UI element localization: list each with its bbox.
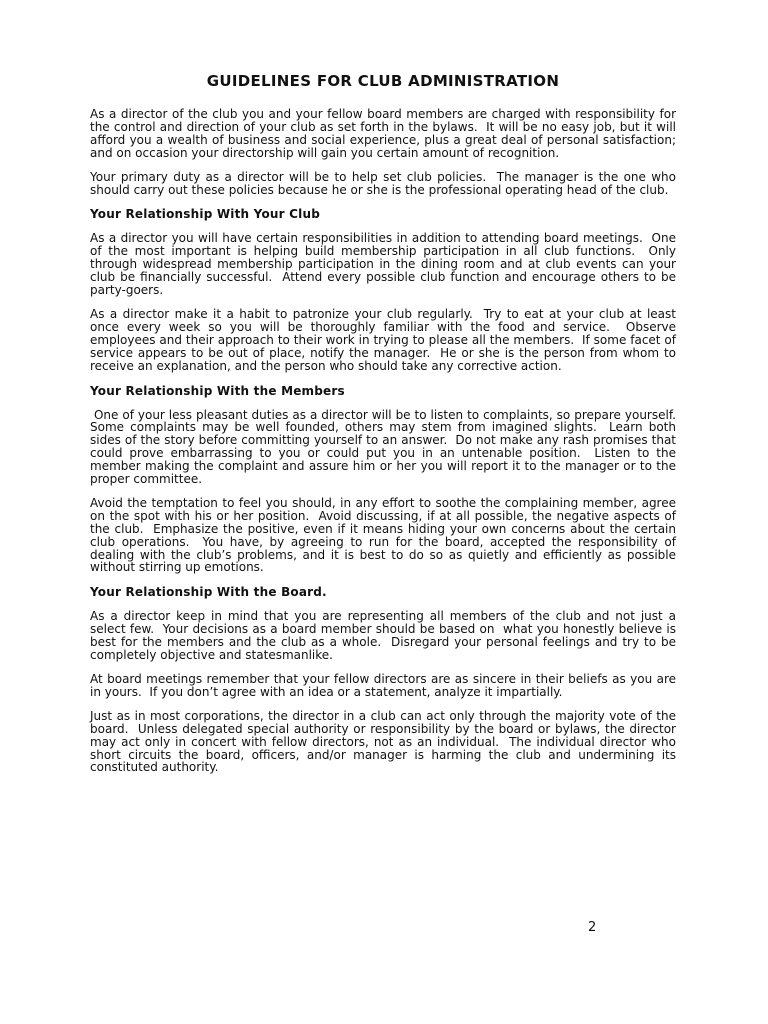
club-paragraph-1: As a director you will have certain responsibilities in addition to attending board meetings. One of the most important is helping build membership participation in all club functions. Only through widespread membership participation in the dining room and at club events can your club be financially successful. Attend every possible club function and encourage others to be party-goers. (90, 231, 680, 298)
club-paragraph-2: As a director make it a habit to patronize your club regularly. Try to eat at your club at least once every week so you will be thoroughly familiar with the food and service. Observe employees and their approach to their work in trying to please all the members. If some facet of service appears to be out of place, notify the manager. He or she is the person from whom to receive an explanation, and the person who should take any corrective action. (90, 306, 680, 373)
board-paragraph-3: Just as in most corporations, the director in a club can act only through the majority vote of the board. Unless delegated special authority or responsibility by the board or bylaws, the director may act only in concert with fellow directors, not as an individual. The individual director who short circuits the board, officers, and/or manager is harming the club and undermining its constituted authority. (90, 708, 684, 775)
section-heading-members: Your Relationship With the Members (90, 383, 345, 398)
section-heading-club: Your Relationship With Your Club (90, 207, 320, 222)
intro-paragraph-1: As a director of the club you and your fellow board members are charged with responsibility for the control and direction of your club as set forth in the bylaws. It will be no easy job, but it will afford you a wealth of business and social experience, plus a great deal of personal satisfaction; and on occasion your directorship will gain you certain amount of recognition. (90, 107, 680, 160)
members-paragraph-1: One of your less pleasant duties as a director will be to listen to complaints, so prepare yourself. Some complaints may be well founded, others may stem from imagined slights. Learn both sides of the story before committing yourself to an answer. Do not make any rash promises that could prove embarrassing to you or could put you in an untenable position. Listen to the member making the complaint and assure him or her you will report it to the manager or to the proper committee. (90, 407, 684, 487)
section-heading-board: Your Relationship With the Board. (90, 585, 327, 600)
page-number: 2 (588, 920, 597, 935)
document-title: GUIDELINES FOR CLUB ADMINISTRATION (206, 72, 560, 90)
members-paragraph-2: Avoid the temptation to feel you should, in any effort to soothe the complaining member, agree on the spot with his or her position. Avoid discussing, if at all possible, the negative aspects of the club. Emphasize the positive, even if it means hiding your own concerns about the certain club operations. You have, by agreeing to run for the board, accepted the responsibility of dealing with the club’s problems, and it is best to do so as quietly and efficiently as possible without stirring up emotions. (90, 495, 680, 575)
intro-paragraph-2: Your primary duty as a director will be to help set club policies. The manager is the one who should carry out these policies because he or she is the professional operating head of the club. (90, 169, 680, 197)
board-paragraph-1: As a director keep in mind that you are representing all members of the club and not just a select few. Your decisions as a board member should be based on what you honestly believe is best for the members and the club as a whole. Disregard your personal feelings and try to be completely objective and statesmanlike. (90, 609, 680, 663)
board-paragraph-2: At board meetings remember that your fellow directors are as sincere in their beliefs as you are in yours. If you don’t agree with an idea or a statement, analyze it impartially. (90, 672, 680, 699)
document-page (90, 70, 684, 785)
